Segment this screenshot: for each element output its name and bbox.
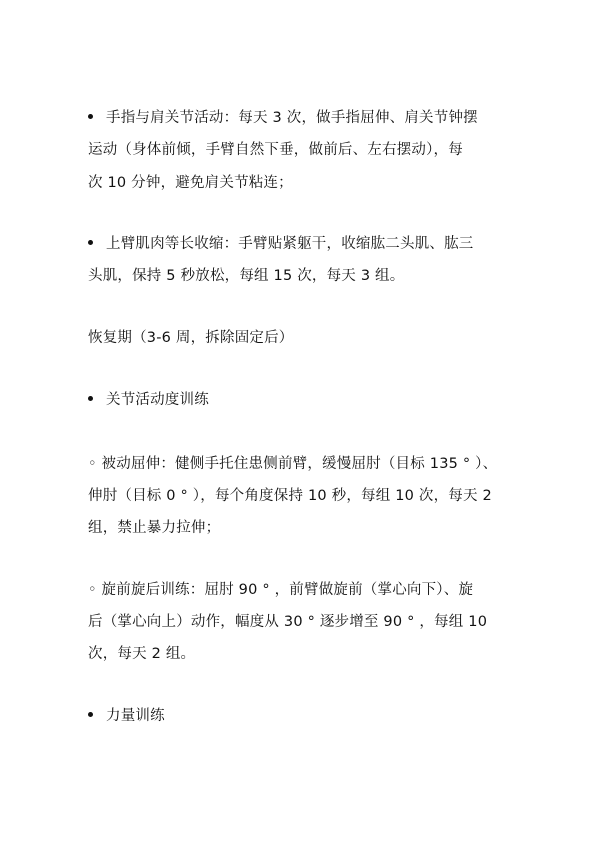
- paragraph-line: 头肌，保持 5 秒放松，每组 15 次，每天 3 组。: [88, 268, 405, 284]
- paragraph-text: 手指与肩关节活动：每天 3 次，做手指屈伸、肩关节钟摆: [106, 110, 478, 126]
- paragraph-line: 组，禁止暴力拉伸；: [88, 520, 221, 536]
- paragraph-line: ◦ 旋前旋后训练：屈肘 90 ° ，前臂做旋前（掌心向下）、旋: [88, 582, 474, 598]
- section-heading: 恢复期（3-6 周，拆除固定后）: [88, 330, 294, 346]
- paragraph-line: 次，每天 2 组。: [88, 646, 196, 662]
- paragraph-line: 运动（身体前倾，手臂自然下垂，做前后、左右摆动），每: [88, 142, 463, 158]
- paragraph-line: [88, 706, 165, 726]
- paragraph-text: 关节活动度训练: [106, 392, 209, 408]
- paragraph-line: [88, 234, 474, 254]
- bullet-icon: [88, 234, 106, 254]
- paragraph-line: [88, 390, 209, 410]
- paragraph-text: 上臂肌肉等长收缩：手臂贴紧躯干，收缩肱二头肌、肱三: [106, 236, 474, 252]
- paragraph-line: ◦ 被动屈伸：健侧手托住患侧前臂，缓慢屈肘（目标 135 ° ）、: [88, 456, 498, 472]
- paragraph-line: 后（掌心向上）动作，幅度从 30 ° 逐步增至 90 ° ，每组 10: [88, 614, 488, 630]
- paragraph-line: 次 10 分钟，避免肩关节粘连；: [88, 175, 293, 191]
- bullet-icon: [88, 706, 106, 726]
- bullet-icon: [88, 390, 106, 410]
- paragraph-line: [88, 108, 478, 128]
- paragraph-line: 伸肘（目标 0 ° ），每个角度保持 10 秒，每组 10 次，每天 2: [88, 488, 492, 504]
- bullet-icon: [88, 108, 106, 128]
- paragraph-text: 力量训练: [106, 708, 165, 724]
